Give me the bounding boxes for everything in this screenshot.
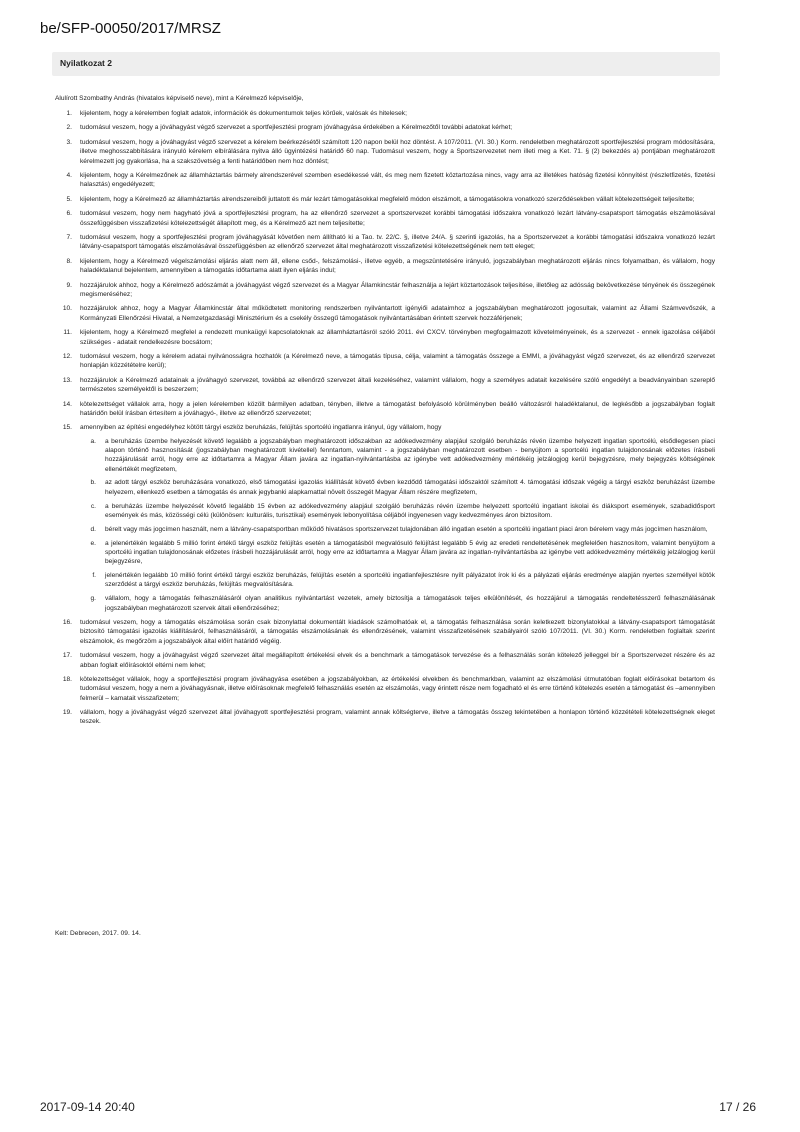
document-id: be/SFP-00050/2017/MRSZ: [40, 20, 221, 37]
item-text: hozzájárulok a Kérelmező adatainak a jóváhagyó szervezet, továbbá az ellenőrző szervezet általi kezeléséhez, valamint vállalom, hogy a személyes adatait kezelésére szóló engedélyt a beadványainban szereplő természetes személyektől is beszerzem;: [80, 376, 715, 394]
intro-paragraph: Alulírott Szombathy András (hivatalos képviselő neve), mint a Kérelmező képviselője,: [55, 95, 304, 102]
list-item: [55, 675, 715, 703]
list-item: [55, 257, 715, 276]
item-number: 12.: [62, 353, 72, 360]
item-number: 8.: [66, 257, 72, 265]
item-text: hozzájárulok ahhoz, hogy a Kérelmező adószámát a jóváhagyást végző szervezet és a Magyar Államkincstár felhasználja a lejárt köztartozások teljesítése, illetőleg az adósság bekövetkezése tényének és összegének megismeréséhez;: [80, 281, 715, 298]
item-number: 7.: [66, 234, 72, 242]
list-item: [55, 708, 715, 727]
item-number: 4.: [66, 172, 72, 180]
item-number: 19.: [62, 709, 72, 717]
item-text: kijelentem, hogy a Kérelmezőnek az államháztartás bármely alrendszerével szemben esedékessé vált, és meg nem fizetett köztartozása nincs, vagy arra az illetékes hatóság fizetési könnyítést (részletfizetés, fizetési halasztás) engedélyezett;: [80, 172, 715, 189]
sub-list-item: [80, 571, 715, 590]
sub-list-item: [80, 539, 715, 567]
sub-item-letter: g.: [90, 595, 96, 603]
item-text: tudomásul veszem, hogy a jóváhagyást végző szervezet a sportfejlesztési program jóváhagyása érdekében a Kérelmezőtől további adatokat kérhet;: [80, 124, 513, 132]
item-text: kötelezettséget vállalok, hogy a sportfejlesztési program jóváhagyása esetében a jogszabályokban, az értékelési elvekben és benchmarkban, valamint az elszámolási útmutatóban foglalt előírásokat betartom és tudomásul veszem, hogy a nem a jóváhagyásnak, illetve előírásoknak megfelelő felhasználás esetén az elszámolás, vagy érintett része nem fogadható el és erre történő kötelezés esetén a támogatást és –amennyiben felmerül – kamatait visszafizetem;: [80, 676, 715, 702]
list-item: [55, 423, 715, 613]
section-title: Nyilatkozat 2: [60, 58, 112, 68]
item-text: kijelentem, hogy a kérelemben foglalt adatok, információk és dokumentumok teljes körűek, valósak és hitelesek;: [80, 110, 407, 117]
item-text: tudomásul veszem, hogy nem hagyható jóvá a sportfejlesztési program, ha az ellenőrző szervezet a sportszervezet korábbi támogatási időszakra vonatkozó lezárt látvány-csapatsport támogatás elszámolásával összefüggésben visszafizetési kötelezettségét állapított meg, és a Kérelmező azt nem teljesítette;: [80, 210, 715, 227]
sub-item-letter: a.: [90, 437, 96, 445]
list-item: [55, 233, 715, 252]
item-number: 9.: [66, 281, 72, 289]
sub-item-text: bérelt vagy más jogcímen használt, nem a látvány-csapatsportban működő hivatásos sportszervezet tulajdonában álló ingatlan esetén a sportcélú ingatlant piaci áron bérelem vagy más jogcímen használom,: [105, 525, 708, 533]
list-item: [55, 195, 715, 204]
item-number: 13.: [62, 376, 72, 384]
item-number: 17.: [62, 652, 72, 660]
sub-item-text: jelenértékén legalább 10 millió forint értékű tárgyi eszköz beruházás, felújítás esetén a sportcélú ingatlanfejlesztésre nyílt pályázatot írok ki és a pályázati eljárás eredménye alapján nyertes személlyel kötök szerződést a tárgyi eszköz beruházás, felújítás megvalósítására.: [105, 572, 715, 589]
list-item: [55, 109, 715, 118]
item-number: 3.: [66, 138, 72, 146]
item-number: 15.: [62, 424, 72, 432]
sub-list-item: [80, 478, 715, 497]
item-number: 18.: [62, 676, 72, 683]
sub-list-item: [80, 502, 715, 521]
list-item: [55, 352, 715, 371]
list-item: [55, 209, 715, 228]
sub-item-text: a beruházás üzembe helyezését követő legalább 15 évben az adókedvezmény alapjául szolgáló beruházás révén üzembe helyezett sportcélú ingatlant iskolai és diáksport események, szabadidősport események és más, közösségi célú (különösen: kulturális, turisztikai) események lebonyolítása céljából ingyenesen vagy kedvezményes áron biztosítom.: [105, 502, 715, 519]
list-item: [55, 123, 715, 132]
list-item: [55, 281, 715, 300]
sub-item-text: vállalom, hogy a támogatás felhasználásáról olyan analitikus nyilvántartást vezetek, amely biztosítja a támogatások teljes elkülönítését, és hozzájárul a támogatás rendeltetésszerű felhasználásának jogszabályban meghatározott szervek általi ellenőrzéséhez;: [105, 595, 715, 612]
sub-list-item: [80, 525, 715, 534]
list-item: [55, 304, 715, 323]
sub-item-letter: b.: [90, 479, 96, 487]
item-number: 6.: [66, 210, 72, 218]
item-text: tudomásul veszem, hogy a kérelem adatai nyilvánosságra hozhatók (a Kérelmező neve, a támogatás típusa, célja, valamint a támogatás összege a EMMI, a jóváhagyást végző szervezet, és az ellenőrző szervezet honlapján közzétételre kerül);: [80, 353, 715, 370]
item-number: 14.: [62, 400, 72, 408]
item-number: 5.: [66, 195, 72, 203]
footer-timestamp: 2017-09-14 20:40: [40, 1100, 135, 1114]
sub-item-text: az adott tárgyi eszköz beruházására vonatkozó, első támogatási igazolás kiállítását követő évben kezdődő támogatási időszaktól számított 4. támogatási időszak végéig a tárgyi eszköz beruházást üzembe helyezem, ellenkező esetben a támogatás és annak jegybanki alapkamattal növelt összegét Magyar Állam részére megfizetem,: [105, 479, 715, 496]
sub-item-letter: d.: [90, 525, 96, 533]
sub-list-item: [80, 437, 715, 474]
item-number: 11.: [63, 329, 72, 337]
sub-item-letter: e.: [90, 539, 96, 547]
item-text: tudomásul veszem, hogy a jóváhagyást végző szervezet által megállapított értékelési elvek és a benchmark a támogatások tervezése és a felhasználás során kötelező jelleggel bír a Sportszervezet részére és az abban foglalt előírásoktól eltérni nem lehet;: [80, 652, 715, 669]
item-text: kötelezettséget vállalok arra, hogy a jelen kérelemben közölt bármilyen adatban, tényben, illetve a támogatást befolyásoló körülményben beálló változásról haladéktalanul, de legkésőbb a jogszabályban foglalt határidőn belül írásban értesítem a jóváhagyó-, illetve az ellenőrző szervezetet;: [80, 400, 715, 417]
footer-page-number: 17 / 26: [719, 1100, 756, 1114]
item-text: hozzájárulok ahhoz, hogy a Magyar Államkincstár által működtetett monitoring rendszerben nyilvántartott igényiői adataimhoz a jogszabályban meghatározott jogosultak, valamint az Állami Számvevőszék, a Kormányzati Ellenőrzési Hivatal, a Nemzetgazdasági Minisztérium és a csekély összegű támogatások nyilvántartásában érintett szervek hozzáférjenek;: [80, 305, 715, 322]
sub-item-letter: c.: [90, 502, 96, 510]
sub-item-text: a jelenértékén legalább 5 millió forint értékű tárgyi eszköz felújítás esetén a támogatásból megvalósuló felújítást legalább 5 évig az eredeti rendeltetésének megfelelően hasznosítom, valamint benyújtom a sportcélú ingatlan tulajdonosának előzetes írásbeli hozzájárulását arról, hogy erre az időtartamra a Magyar Állam javára az ingatlan-nyilvántartásba az igénybe vett adókedvezmény mértékéig jelzálogjog kerül bejegyzésre,: [105, 539, 715, 566]
signoff-place-date: Kelt: Debrecen, 2017. 09. 14.: [55, 930, 141, 937]
list-item: [55, 138, 715, 166]
section-header-box: [52, 52, 720, 76]
item-text: kijelentem, hogy a Kérelmező végelszámolási eljárás alatt nem áll, ellene csőd-, felszámolási-, illetve egyéb, a megszüntetésére irányuló, jogszabályban meghatározott eljárás nincs folyamatban, és vállalom, hogy haladéktalanul bejelentem, amennyiben a támogatás időtartama alatt ilyen eljárás indul;: [80, 257, 715, 275]
item-text: tudomásul veszem, hogy a támogatás elszámolása során csak bizonylattal dokumentált kiadások számolhatóak el, a támogatás felhasználása során keletkezett bizonylatokkal a látvány-csapatsport támogatását biztosító támogatási igazolás kiállításáról, felhasználásáról, a támogatás elszámolásának és ellenőrzésének, valamint visszafizetésének szabályairól szóló 107/2011. (VI. 30.) Korm. rendeletben foglaltak szerint elszámolok, és megőrzöm a jogszabályok által előírt határidő végéig.: [80, 619, 715, 645]
list-item: [55, 651, 715, 670]
item-number: 1.: [66, 110, 72, 117]
list-item: [55, 400, 715, 419]
list-item: [55, 328, 715, 347]
list-item: [55, 618, 715, 646]
item-text: kijelentem, hogy a Kérelmező az államháztartás alrendszereiből juttatott és már lezárt támogatásokkal megfelelő módon elszámolt, a támogatásokra vonatkozó szerződésekben vállalt kötelezettségeit teljesítette;: [80, 195, 695, 203]
item-text: tudomásul veszem, hogy a sportfejlesztési program jóváhagyását követően nem állítható ki a Tao. tv. 22/C. §, illetve 24/A. § szerinti igazolás, ha a Sportszervezet a korábbi támogatási időszakra vonatkozó lezárt látvány-csapatsport támogatás elszámolásával összefüggésben az ellenőrző szervezet által meghatározott visszafizetési kötelezettségének nem tett eleget;: [80, 234, 715, 251]
sub-list: [80, 437, 715, 613]
item-number: 10.: [62, 305, 72, 313]
list-item: [55, 376, 715, 395]
declaration-list: [55, 109, 715, 732]
item-text: vállalom, hogy a jóváhagyást végző szervezet által jóváhagyott sportfejlesztési program, valamint annak költségterve, illetve a támogatás összeg tekintetében a honlapon történő közzétételi kötelezettségnek eleget teszek.: [80, 709, 715, 726]
item-text: amennyiben az építési engedélyhez kötött tárgyi eszköz beruházás, felújítás sportcélú ingatlanra irányul, úgy vállalom, hogy: [80, 424, 442, 432]
item-text: tudomásul veszem, hogy a jóváhagyást végző szervezet a kérelem beérkezésétől számított 120 napon belül hoz döntést. A 107/2011. (VI. 30.) Korm. rendeletben meghatározott sportfejlesztési program módosítására, illetve meghosszabbítására irányuló kérelem elbírálására nyitva álló ügyintézési határidő 60 nap. Tudomásul veszem, hogy a Sportszervezetet nem illeti meg a Ket. 71. § (2) bekezdés a) pontjában meghatározott kérelmezett jog gyakorlása, ha a szakszövetség a fenti határidőben nem hoz döntést;: [80, 138, 715, 165]
item-number: 2.: [66, 124, 72, 132]
sub-list-item: [80, 594, 715, 613]
item-number: 16.: [62, 619, 72, 627]
sub-item-letter: f.: [92, 572, 96, 580]
sub-item-text: a beruházás üzembe helyezését követő legalább a jogszabályban meghatározott időszakban az adókedvezmény alapjául szolgáló beruházás révén üzembe helyezett ingatlan sportcélú, elsődlegesen piaci alapon történő hasznosítását (jogszabályban meghatározott kivétellel) fenntartom, valamint - a jogszabályban meghatározott esetben - benyújtom a sportcélú ingatlan tulajdonosának előzetes írásbeli hozzájárulását arról, hogy erre az időtartamra a Magyar Állam javára az ingatlan-nyilvántartásba az igénybe vett adókedvezmény mértékéig jelzálogjog kerül bejegyzésre, mely bejegyzés költségének ellenértékét megfizetem,: [105, 437, 715, 473]
item-text: kijelentem, hogy a Kérelmező megfelel a rendezett munkaügyi kapcsolatoknak az államháztartásról szóló 2011. évi CXCV. törvényben megfogalmazott követelményeinek, és a szervezet - ennek igazolása céljából szükséges - adatait rendelkezésre bocsátom;: [80, 329, 715, 346]
list-item: [55, 171, 715, 190]
